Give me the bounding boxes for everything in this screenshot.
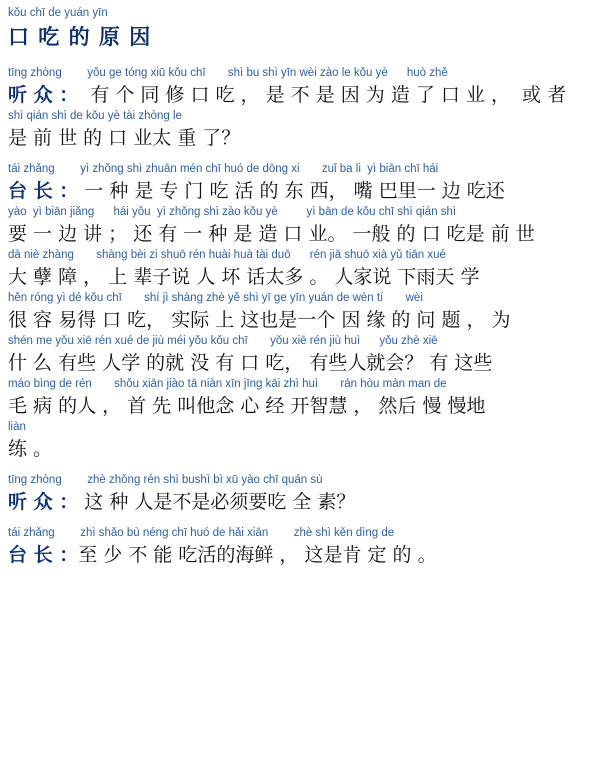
dialogue-block-host-1 bbox=[8, 162, 594, 463]
pinyin-line: liàn bbox=[8, 421, 26, 433]
document-title-block bbox=[8, 6, 594, 52]
text-row bbox=[8, 248, 594, 291]
text-row bbox=[8, 109, 594, 152]
pinyin-line: yào yì biān jiǎng hái yǒu yì zhǒng shì zào kǒu yè yì bān de kǒu chī shì qián shì bbox=[8, 206, 457, 218]
hanzi-line: 台 长 ： 一 种 是 专 门 吃 活 的 东 西， 嘴 巴里一 边 吃还 bbox=[8, 180, 505, 202]
text-row bbox=[8, 377, 594, 420]
text-row bbox=[8, 162, 594, 205]
speaker-label: 台 长 ： bbox=[8, 180, 79, 202]
hanzi-line: 大 孽 障 ， 上 辈子说 人 坏 话太多 。 人家说 下雨天 学 bbox=[8, 266, 480, 288]
pinyin-line: tái zhǎng zhì shǎo bù néng chī huó de hǎi xiān zhè shì kěn dìng de bbox=[8, 527, 395, 539]
text-row bbox=[8, 420, 594, 463]
hanzi-line: 什 么 有些 人学 的就 没 有 口 吃， 有些人就会？ 有 这些 bbox=[8, 352, 493, 374]
pinyin-line: tái zhǎng yì zhǒng shì zhuān mén chī huó de dōng xi zuǐ ba li yì biān chī hái bbox=[8, 163, 439, 175]
pinyin-line: tīng zhòng yǒu ge tóng xiū kǒu chī shì bu shì yīn wèi zào le kǒu yè huò zhě bbox=[8, 67, 448, 79]
text-row bbox=[8, 526, 594, 569]
speaker-label: 听 众 ： bbox=[8, 491, 79, 513]
title-pinyin: kǒu chī de yuán yīn bbox=[8, 7, 108, 19]
hanzi-line: 台 长 ：至 少 不 能 吃活的海鲜 ， 这是肯 定 的 。 bbox=[8, 544, 437, 566]
hanzi-line: 是 前 世 的 口 业太 重 了？ bbox=[8, 127, 241, 149]
hanzi-line: 听 众 ： 有 个 同 修 口 吃 ， 是 不 是 因 为 造 了 口 业 ， 或 者 bbox=[8, 84, 567, 106]
hanzi-line: 毛 病 的人 ， 首 先 叫他念 心 经 开智慧 ， 然后 慢 慢地 bbox=[8, 395, 486, 417]
speaker-label: 台 长 ： bbox=[8, 544, 79, 566]
dialogue-block-host-2 bbox=[8, 526, 594, 569]
pinyin-line: shén me yǒu xiē rén xué de jiù méi yǒu kǒu chī yǒu xiē rén jiù huì yǒu zhè xiē bbox=[8, 335, 438, 347]
speaker-label: 听 众 ： bbox=[8, 84, 79, 106]
hanzi-line: 要 一 边 讲 ； 还 有 一 种 是 造 口 业。 一般 的 口 吃是 前 世 bbox=[8, 223, 535, 245]
dialogue-block-listener-1 bbox=[8, 66, 594, 152]
text-row bbox=[8, 473, 594, 516]
text-row bbox=[8, 334, 594, 377]
page-title: 口 吃 的 原 因 bbox=[8, 25, 152, 49]
hanzi-line: 听 众 ： 这 种 人是不是必须要吃 全 素？ bbox=[8, 491, 356, 513]
pinyin-line: dà niè zhàng shàng bèi zi shuō rén huài huà tài duō rén jiā shuō xià yǔ tiān xué bbox=[8, 249, 446, 261]
pinyin-line: tīng zhòng zhè zhǒng rén shì bushì bì xū yào chī quán sù bbox=[8, 474, 323, 486]
dialogue-block-listener-2 bbox=[8, 473, 594, 516]
text-row bbox=[8, 291, 594, 334]
hanzi-line: 很 容 易得 口 吃， 实际 上 这也是一个 因 缘 的 问 题 ， 为 bbox=[8, 309, 511, 331]
pinyin-line: máo bìng de rén shǒu xiān jiào tā niàn xīn jīng kāi zhì huì rán hòu màn man de bbox=[8, 378, 447, 390]
text-row bbox=[8, 66, 594, 109]
text-row bbox=[8, 205, 594, 248]
pinyin-line: hěn róng yì dé kǒu chī shí jì shàng zhè yě shì yī ge yīn yuán de wèn tí wèi bbox=[8, 292, 423, 304]
hanzi-line: 练 。 bbox=[8, 438, 53, 460]
pinyin-line: shì qián shì de kǒu yè tài zhòng le bbox=[8, 110, 182, 122]
